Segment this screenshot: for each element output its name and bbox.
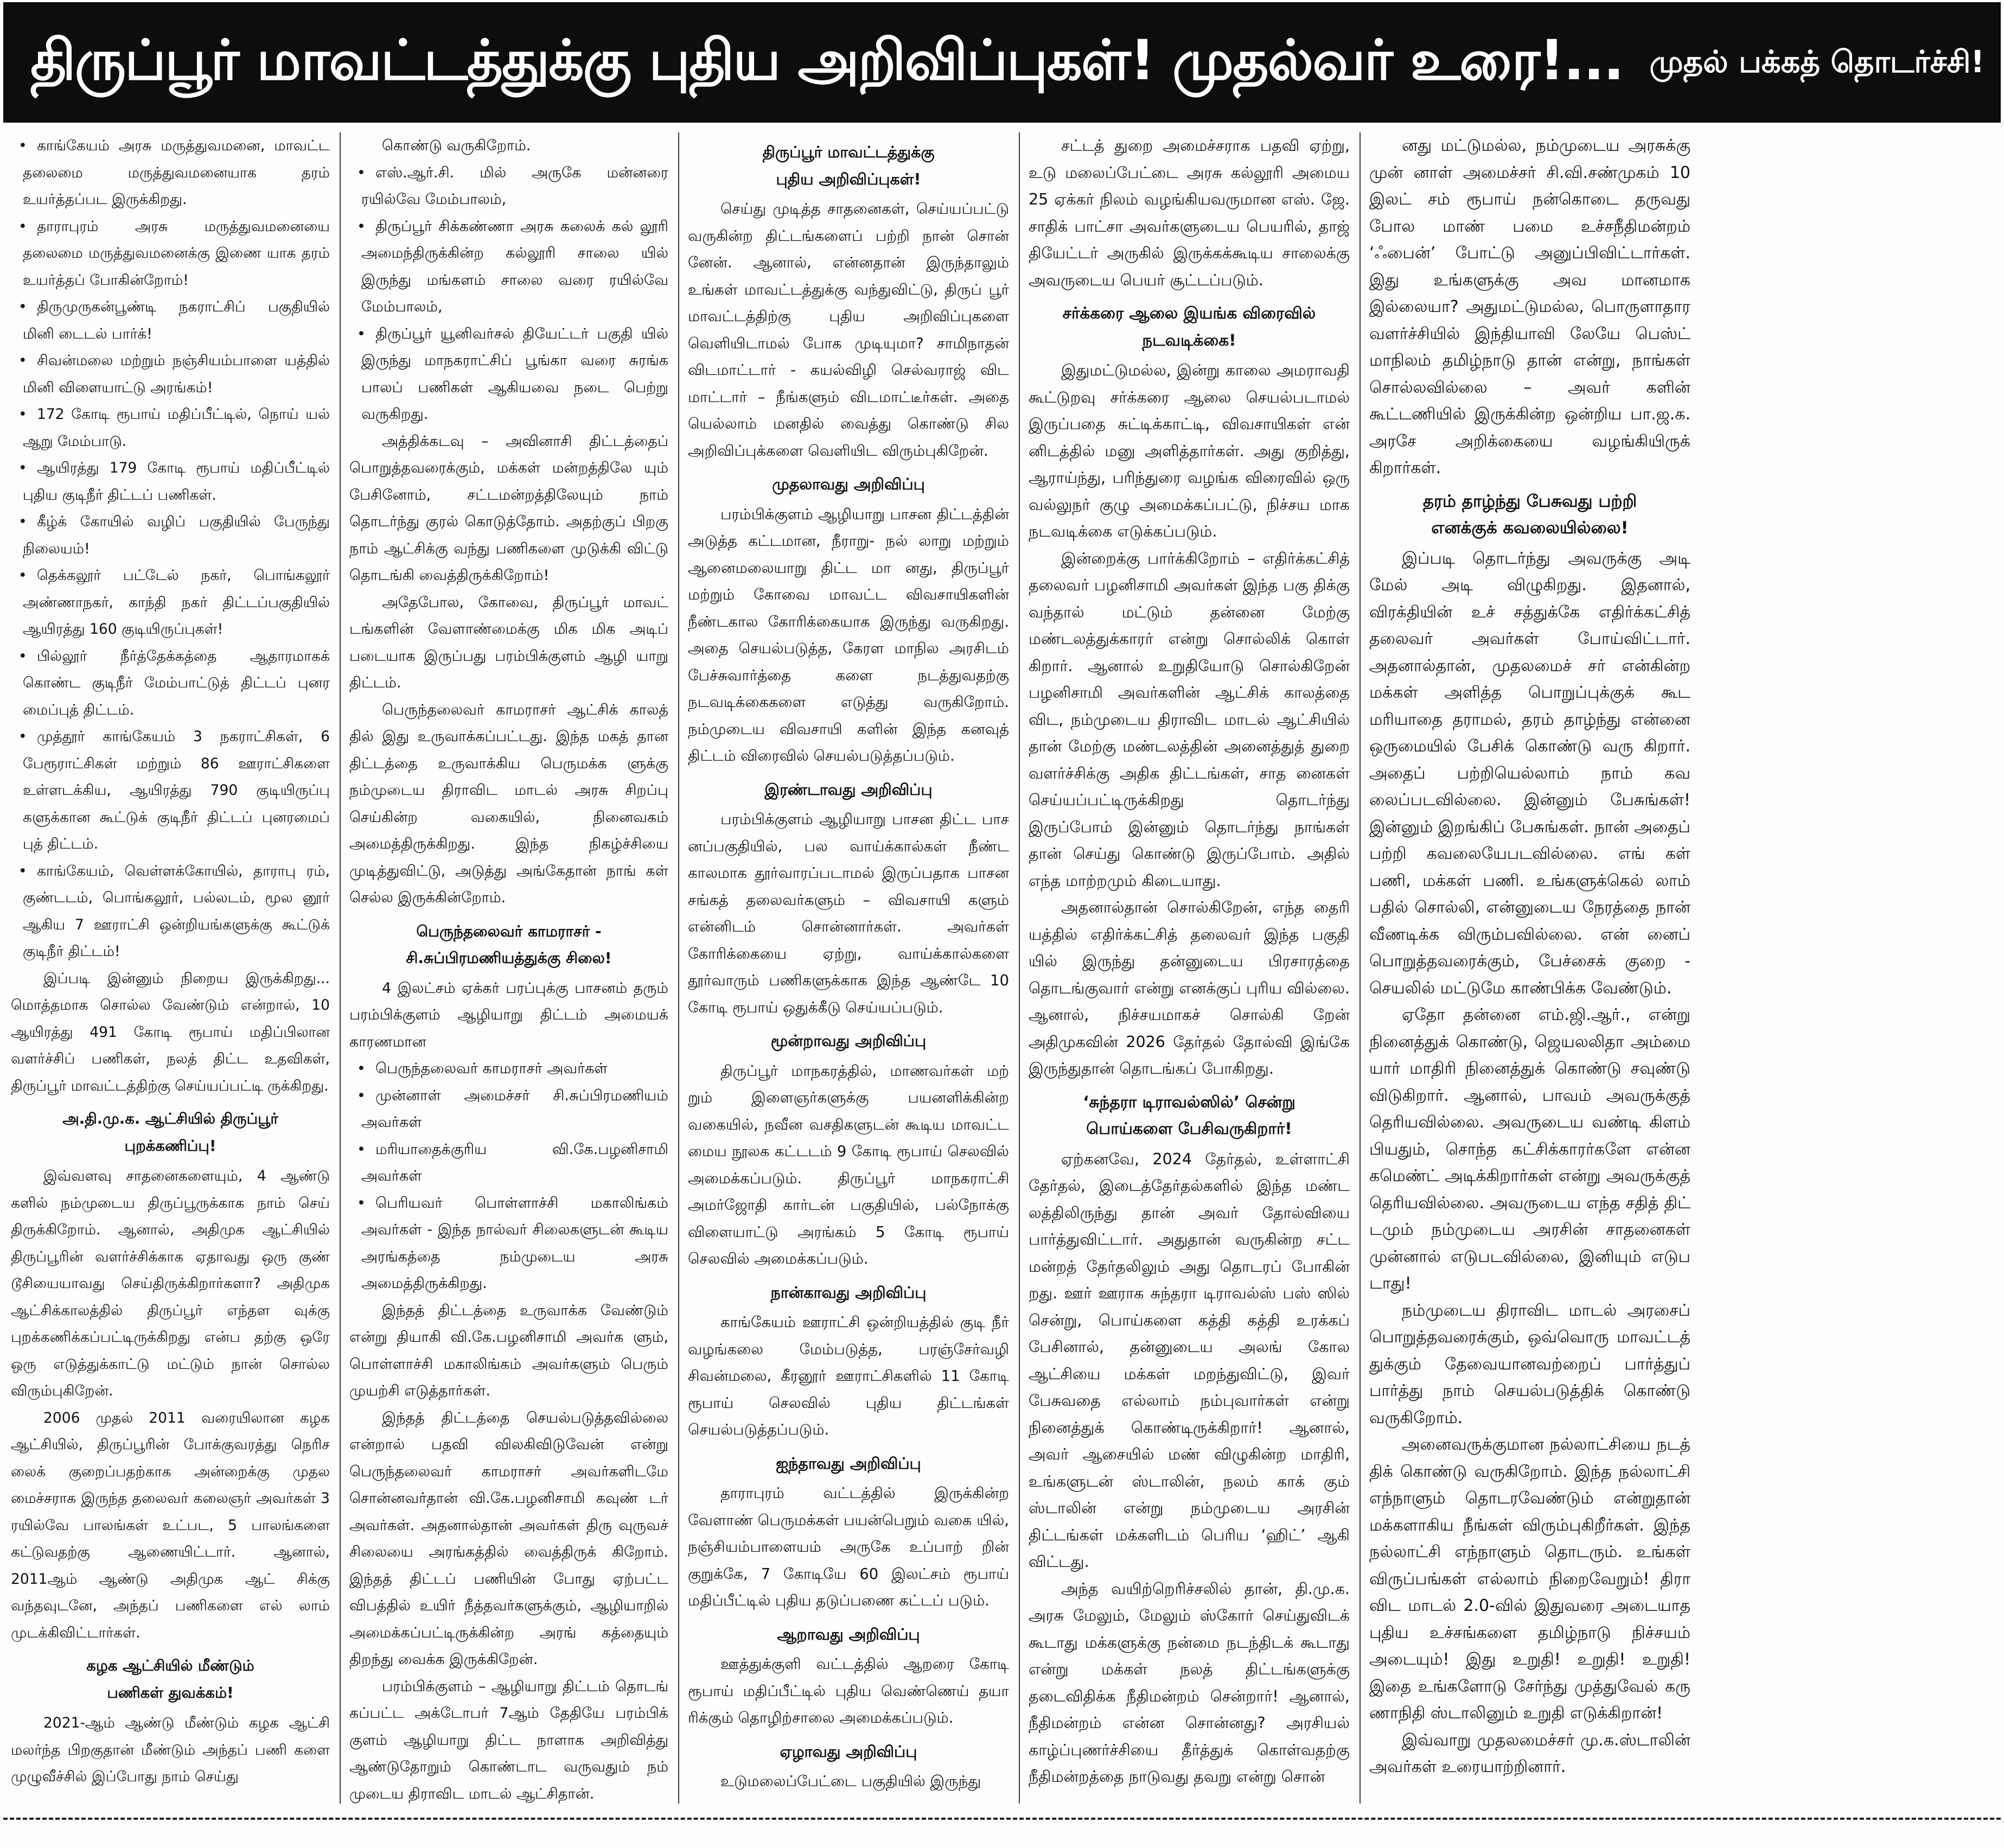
section-heading-line: ‘சுந்தரா டிராவல்ஸில்’ சென்று: [1083, 1092, 1295, 1111]
bullet-item: • கீழ்க் கோயில் வழிப் பகுதியில் பேருந்து நிலையம்!: [11, 508, 330, 562]
article-column-2: [349, 132, 668, 1814]
paragraph: இப்படி தொடர்ந்து அவருக்கு அடி மேல் அடி விழுகிறது. இதனால், விரக்தியின் உச் சத்துக்கே எதிர்க்கட்சித் தலைவர் அவர்கள் போய்விட்டார். அதனால்தான், முதலமைச் சர் என்கின்ற மக்கள் அளித்த பொறுப்புக்குக் கூட மரியாதை தராமல், தரம் தாழ்ந்து என்னை ஒருமையில் பேசிக் கொண்டு வரு கிறார். அதைப் பற்றியெல்லாம் நாம் கவ லைப்படவில்லை. இன்னும் பேசுங்கள்! இன்னும் இறங்கிப் பேசுங்கள். நான் அதைப் பற்றி கவலையேபடவில்லை. எங் கள் பணி, மக்கள் பணி. உங்களுக்கெல் லாம் பதில் சொல்லி, என்னுடைய நேரத்தை நான் வீணடிக்க விரும்பவில்லை. என் னைப் பொறுத்தவரைக்கும், பேச்சைக் குறை - செயலில் மட்டுமே காண்பிக்க வேண்டும்.: [1369, 549, 1690, 998]
paragraph: இப்படி இன்னும் நிறைய இருக்கிறது... மொத்தமாக சொல்ல வேண்டும் என்றால், 10 ஆயிரத்து 491 கோடி ரூபாய் மதிப்பிலான வளர்ச்சிப் பணிகள், நலத் திட்ட உதவிகள், திருப்பூர் மாவட்டத்திற்கு செய்யப்பட்டி ருக்கிறது.: [11, 970, 330, 1094]
bullet-item: • திருப்பூர் சிக்கண்ணா அரசு கலைக் கல் லூரி அமைந்திருக்கின்ற கல்லூரி சாலை யில் இருந்து மங்களம் சாலை வரை ரயில்வே மேம்பாலம்,: [349, 213, 668, 321]
column-divider: [340, 132, 341, 1804]
paragraph: காங்கேயம் ஊராட்சி ஒன்றியத்தில் குடி நீர் வழங்கலை மேம்படுத்த, பரஞ்சேர்வழி சிவன்மலை, கீரனூர் ஊராட்சிகளில் 11 கோடி ரூபாய் செலவில் புதிய திட்டங்கள் செயல்படுத்தப்படும்.: [688, 1314, 1009, 1438]
section-heading: [688, 1738, 1009, 1766]
section-heading: [11, 1653, 330, 1706]
paragraph: இவ்வாறு முதலமைச்சர் மு.க.ஸ்டாலின் அவர்கள் உரையாற்றினார்.: [1369, 1730, 1690, 1776]
column-divider: [1019, 132, 1020, 1804]
section-heading-line: பணிகள் துவக்கம்!: [107, 1684, 234, 1702]
paragraph: பரம்பிக்குளம் – ஆழியாறு திட்டம் தொடங் கப்பட்ட அக்டோபர் 7ஆம் தேதியே பரம்பிக் குளம் ஆழியாறு திட்ட நாளாக அறிவித்து ஆண்டுதோறும் கொண்டாட வருவதும் நம் முடைய திராவிட மாடல் ஆட்சிதான்.: [349, 1678, 668, 1802]
paragraph: ஏதோ தன்னை எம்.ஜி.ஆர்., என்று நினைத்துக் கொண்டு, ஜெயலலிதா அம்மை யார் மாதிரி நினைத்துக் கொண்டு சவுண்டு விடுகிறார். ஆனால், பாவம் அவருக்குத் தெரியவில்லை. அவருடைய வண்டி கிளம் பியதும், சொந்த கட்சிக்காரர்களே என்ன கமெண்ட் அடிக்கிறார்கள் என்று அவருக்குத் தெரியவில்லை. அவருடைய எந்த சதித் திட் டமும் நம்முடைய அரசின் சாதனைகள் முன்னால் எடுபடவில்லை, இனியும் எடுப டாது!: [1369, 1005, 1690, 1293]
bullet-item: • தெக்கலூர் பட்டேல் நகர், பொங்கலூர் அண்ணாநகர், காந்தி நகர் திட்டப்பகுதியில் ஆயிரத்து 160 குடியிருப்புகள்!: [11, 562, 330, 643]
section-heading-line: புறக்கணிப்பு!: [124, 1137, 216, 1155]
section-heading-line: கழக ஆட்சியில் மீண்டும்: [86, 1657, 254, 1674]
section-heading: [11, 1106, 330, 1159]
section-heading: [688, 471, 1009, 498]
bullet-item: • 172 கோடி ரூபாய் மதிப்பீட்டில், நொய் யல் ஆறு மேம்பாடு.: [11, 401, 330, 455]
bullet-item: • காங்கேயம் அரசு மருத்துவமனை, மாவட்ட தலைமை மருத்துவமனையாக தரம் உயர்த்தப்பட இருக்கிறது.: [11, 132, 330, 213]
paragraph: அதேபோல, கோவை, திருப்பூர் மாவட் டங்களின் வேளாண்மைக்கு மிக மிக அடிப் படையாக இருப்பது பரம்பிக்குளம் ஆழி யாறு திட்டம்.: [349, 594, 668, 691]
bullet-item: • பில்லூர் நீர்த்தேக்கத்தை ஆதாரமாகக் கொண்ட குடிநீர் மேம்பாட்டுத் திட்டப் புனர மைப்புத் திட்டம்.: [11, 643, 330, 724]
paragraph: அனைவருக்குமான நல்லாட்சியை நடத் திக் கொண்டு வருகிறோம். இந்த நல்லாட்சி எந்நாளும் தொடரவேண்டும் என்றுதான் மக்களாகிய நீங்கள் விரும்புகிறீர்கள். இந்த நல்லாட்சி எந்நாளும் தொடரும். உங்கள் விருப்பங்கள் எல்லாம் நிறைவேறும்! திரா விட மாடல் 2.0-வில் இதுவரை அடையாத புதிய உச்சங்களை தமிழ்நாடு நிச்சயம் அடையும்! இது உறுதி! உறுதி! உறுதி! இதை உங்களோடு சேர்ந்து முத்துவேல் கரு ணாநிதி ஸ்டாலினும் உறுதி எடுக்கிறான்!: [1369, 1435, 1690, 1723]
paragraph: அதனால்தான் சொல்கிறேன், எந்த தைரி யத்தில் எதிர்க்கட்சித் தலைவர் இந்த பகுதி யில் இருந்து தன்னுடைய பிரசாரத்தை தொடங்குவார் என்று எனக்குப் புரிய வில்லை. ஆனால், நிச்சயமாகச் சொல்கி றேன் அதிமுகவின் 2026 தேர்தல் தோல்வி இங்கே இருந்துதான் தொடங்கப் போகிறது.: [1029, 898, 1350, 1078]
section-heading-line: ஆறாவது அறிவிப்பு: [777, 1625, 920, 1643]
column-divider: [1360, 132, 1361, 1804]
section-heading: [1369, 488, 1690, 542]
paragraph: நம்முடைய திராவிட மாடல் அரசைப் பொறுத்தவரைக்கும், ஒவ்வொரு மாவட்டத் துக்கும் தேவையானவற்றைப் பார்த்துப் பார்த்து நாம் செயல்படுத்திக் கொண்டு வருகிறோம்.: [1369, 1301, 1690, 1428]
paragraph: 2021-ஆம் ஆண்டு மீண்டும் கழக ஆட்சி மலர்ந்த பிறகுதான் மீண்டும் அந்தப் பணி களை முழுவீச்சில் இப்போது நாம் செய்து: [11, 1715, 330, 1785]
bullet-item: • சிவன்மலை மற்றும் நஞ்சியம்பாளை யத்தில் மினி விளையாட்டு அரங்கம்!: [11, 347, 330, 401]
paragraph: தாராபுரம் வட்டத்தில் இருக்கின்ற வேளாண் பெருமக்கள் பயன்பெறும் வகை யில், நஞ்சியம்பாளையம் அருகே உப்பாற் றின் குறுக்கே, 7 கோடியே 60 இலட்சம் ரூபாய் மதிப்பீட்டில் புதிய தடுப்பணை கட்டப் படும்.: [688, 1484, 1009, 1609]
paragraph: இந்தத் திட்டத்தை செயல்படுத்தவில்லை என்றால் பதவி விலகிவிடுவேன் என்று பெருந்தலைவர் காமராசர் அவர்களிடமே சொன்னவர்தான் வி.கே.பழனிசாமி கவுண் டர் அவர்கள். அதனால்தான் அவர்கள் திரு வுருவச் சிலையை அரங்கத்தில் வைத்திருக் கிறோம். இந்தத் திட்டப் பணியின் போது ஏற்பட்ட விபத்தில் உயிர் நீத்தவர்களுக்கும், ஆழியாறில் அமைக்கப்பட்டிருக்கின்ற அரங் கத்தையும் திறந்து வைக்க இருக்கிறேன்.: [349, 1409, 668, 1668]
paragraph: பெருந்தலைவர் காமராசர் ஆட்சிக் காலத் தில் இது உருவாக்கப்பட்டது. இந்த மகத் தான திட்டத்தை உருவாக்கிய பெருமக்க ளுக்கு நம்முடைய திராவிட மாடல் அரசு சிறப்பு செய்கின்ற வகையில், நினைவகம் அமைத்திருக்கிறது. இந்த நிகழ்ச்சியை முடித்துவிட்டு, அடுத்து அங்கேதான் நாங் கள் செல்ல இருக்கின்றோம்.: [349, 701, 668, 906]
paragraph: செய்து முடித்த சாதனைகள், செய்யப்பட்டு வருகின்ற திட்டங்களைப் பற்றி நான் சொன் னேன். ஆனால், என்னதான் இருந்தாலும் உங்கள் மாவட்டத்துக்கு வந்துவிட்டு, திருப் பூர் மாவட்டத்திற்கு புதிய அறிவிப்புகளை வெளியிடாமல் போக முடியுமா? சாமிநாதன் விடமாட்டார் - கயல்விழி செல்வராஜ் விட மாட்டார் – நீங்களும் விடமாட்டீர்கள். அதை யெல்லாம் மனதில் வைத்து கொண்டு சில அறிவிப்புக்களை வெளியிட விரும்புகிறேன்.: [688, 200, 1009, 460]
article-column-4: [1029, 132, 1350, 1814]
paragraph: இவ்வளவு சாதனைகளையும், 4 ஆண்டு களில் நம்முடைய திருப்பூருக்காக நாம் செய் திருக்கிறோம். ஆனால், அதிமுக ஆட்சியில் திருப்பூரின் வளர்ச்சிக்காக ஏதாவது ஒரு குண் டூசியையாவது செய்திருக்கிறார்களா? அதிமுக ஆட்சிக்காலத்தில் திருப்பூர் எந்தள வுக்கு புறக்கணிக்கப்பட்டிருக்கிறது என்ப தற்கு ஒரே ஒரு எடுத்துக்காட்டு மட்டும் நான் சொல்ல விரும்புகிறேன்.: [11, 1168, 330, 1399]
article-column-3: [688, 132, 1009, 1814]
section-heading: [1029, 300, 1350, 354]
paragraph: ஊத்துக்குளி வட்டத்தில் ஆறரை கோடி ரூபாய் மதிப்பீட்டில் புதிய வெண்ணெய் தயா ரிக்கும் தொழிற்சாலை அமைக்கப்படும்.: [688, 1655, 1009, 1726]
section-heading: [1029, 1089, 1350, 1143]
section-heading-line: அ.தி.மு.க. ஆட்சியில் திருப்பூர்: [62, 1110, 278, 1127]
bullet-item: • பெருந்தலைவர் காமராசர் அவர்கள்: [349, 1055, 668, 1082]
paragraph: உடுமலைப்பேட்டை பகுதியில் இருந்து: [720, 1773, 981, 1790]
paragraph: பரம்பிக்குளம் ஆழியாறு பாசன திட்ட பாச னப்பகுதியில், பல வாய்க்கால்கள் நீண்ட காலமாக தூர்வாரப்படாமல் இருப்பதாக பாசன சங்கத் தலைவர்களும் – விவசாயி களும் என்னிடம் சொன்னார்கள். அவர்கள் கோரிக்கையை ஏற்று, வாய்க்கால்களை தூர்வாரும் பணிகளுக்காக இந்த ஆண்டே 10 கோடி ரூபாய் ஒதுக்கீடு செய்யப்படும்.: [688, 811, 1009, 1016]
bullet-item: • திருமுருகன்பூண்டி நகராட்சிப் பகுதியில் மினி டைடல் பார்க்!: [11, 294, 330, 347]
section-heading: [688, 1450, 1009, 1477]
bullet-item: • முத்தூர் காங்கேயம் 3 நகராட்சிகள், 6 பேரூராட்சிகள் மற்றும் 86 ஊராட்சிகளை உள்ளடக்கிய, ஆயிரத்து 790 குடியிருப்பு களுக்கான கூட்டுக் குடிநீர் திட்டப் புனரமைப் புத் திட்டம்.: [11, 723, 330, 858]
section-heading-line: நடவடிக்கை!: [1142, 330, 1236, 349]
section-heading-line: சர்க்கரை ஆலை இயங்க விரைவில்: [1062, 304, 1316, 322]
section-heading-line: மூன்றாவது அறிவிப்பு: [770, 1032, 927, 1050]
section-heading: [688, 1621, 1009, 1648]
continuation-label: முதல் பக்கத் தொடர்ச்சி!: [1649, 44, 1984, 80]
bullet-item: • ஆயிரத்து 179 கோடி ரூபாய் மதிப்பீட்டில் புதிய குடிநீர் திட்டப் பணிகள்.: [11, 455, 330, 508]
section-heading: [688, 1279, 1009, 1307]
bullet-item: • முன்னாள் அமைச்சர் சி.சுப்பிரமணியம் அவர்கள்: [349, 1082, 668, 1136]
section-heading-line: பொய்களை பேசிவருகிறார்!: [1086, 1119, 1292, 1138]
headline-banner: [3, 2, 2001, 123]
bottom-dashed-rule: [3, 1818, 2001, 1820]
paragraph: அந்த வயிற்றெரிச்சலில் தான், தி.மு.க. அரசு மேலும், மேலும் ஸ்கோர் செய்துவிடக் கூடாது மக்களுக்கு நன்மை நடந்திடக் கூடாது என்று மக்கள் நலத் திட்டங்களுக்கு தடைவிதிக்க நீதிமன்றம் சென்றார்! ஆனால், நீதிமன்றம் என்ன சொன்னது? அரசியல் காழ்ப்புணர்ச்சியை தீர்த்துக் கொள்வதற்கு நீதிமன்றத்தை நாடுவது தவறு என்று சொன்: [1029, 1579, 1350, 1786]
article-column-5: [1369, 132, 1690, 1814]
bullet-item: • காங்கேயம், வெள்ளக்கோயில், தாராபு ரம், குண்டடம், பொங்கலூர், பல்லடம், மூல னூர் ஆகிய 7 ஊராட்சி ஒன்றியங்களுக்கு கூட்டுக் குடிநீர் திட்டம்!: [11, 858, 330, 965]
bullet-item: • எஸ்.ஆர்.சி. மில் அருகே மன்னரை ரயில்வே மேம்பாலம்,: [349, 160, 668, 213]
bullet-item: • தாராபுரம் அரசு மருத்துவமனையை தலைமை மருத்துவமனைக்கு இணை யாக தரம் உயர்த்தப் போகின்றோம்!: [11, 213, 330, 294]
paragraph: னது மட்டுமல்ல, நம்முடைய அரசுக்கு முன் னாள் அமைச்சர் சி.வி.சண்முகம் 10 இலட் சம் ரூபாய் நன்கொடை தருவது போல மாண் பமை உச்சநீதிமன்றம் ‘ஃபைன்’ போட்டு அனுப்பிவிட்டார்கள். இது உங்களுக்கு அவ மானமாக இல்லையா? அதுமட்டுமல்ல, பொருளாதார வளர்ச்சியில் இந்தியாவி லேயே பெஸ்ட் மாநிலம் தமிழ்நாடு தான் என்று, நாங்கள் சொல்லவில்லை – அவர் களின் கூட்டணியில் இருக்கின்ற ஒன்றிய பா.ஜ.க. அரசே அறிக்கையை வழங்கியிருக் கிறார்கள்.: [1369, 136, 1690, 477]
paragraph: இதுமட்டுமல்ல, இன்று காலை அமராவதி கூட்டுறவு சர்க்கரை ஆலை செயல்படாமல் இருப்பதை சுட்டிக்காட்டி, விவசாயிகள் என் னிடத்தில் மனு அளித்தார்கள். அது குறித்து, ஆராய்ந்து, பரிந்துரை வழங்க விரைவில் ஒரு வல்லுநர் குழு அமைக்கப்பட்டு, நிச்சய மாக நடவடிக்கை எடுக்கப்படும்.: [1029, 361, 1350, 540]
paragraph: 2006 முதல் 2011 வரையிலான கழக ஆட்சியில், திருப்பூரின் போக்குவரத்து நெரிச லைக் குறைப்பதற்காக அன்றைக்கு முதல மைச்சராக இருந்த தலைவர் கலைஞர் அவர்கள் 3 ரயில்வே பாலங்கள் உட்பட, 5 பாலங்களை கட்டுவதற்கு ஆணையிட்டார். ஆனால், 2011ஆம் ஆண்டு அதிமுக ஆட் சிக்கு வந்தவுடனே, அந்தப் பணிகளை எல் லாம் முடக்கிவிட்டார்கள்.: [11, 1409, 330, 1641]
section-heading-line: ஏழாவது அறிவிப்பு: [780, 1742, 917, 1761]
bullet-item: • திருப்பூர் யூனிவர்சல் தியேட்டர் பகுதி யில் இருந்து மாநகராட்சிப் பூங்கா வரை சுரங்க பாலப் பணிகள் ஆகியவை நடை பெற்று வருகிறது.: [349, 321, 668, 428]
section-heading-line: சி.சுப்பிரமணியத்துக்கு சிலை!: [406, 949, 612, 967]
paragraph: சட்டத் துறை அமைச்சராக பதவி ஏற்று, உடு மலைப்பேட்டை அரசு கல்லூரி அமைய 25 ஏக்கர் நிலம் வழங்கியவருமான எஸ். ஜே. சாதிக் பாட்சா அவர்களுடைய பெயரில், தாஜ் தியேட்டர் அருகில் இருக்கக்கூடிய சாலைக்கு அவருடைய பெயர் சூட்டப்படும்.: [1029, 137, 1350, 289]
section-heading: [688, 139, 1009, 193]
paragraph: பரம்பிக்குளம் ஆழியாறு பாசன திட்டத்தின் அடுத்த கட்டமான, நீராறு- நல் லாறு மற்றும் ஆனைமலையாறு திட்ட மா னது, திருப்பூர் மற்றும் கோவை மாவட்ட விவசாயிகளின் நீண்டகால கோரிக்கையாக இருந்து வருகிறது. அதை செயல்படுத்த, கேரள மாநில அரசிடம் பேச்சுவார்த்தை களை நடத்துவதற்கு நடவடிக்கைகளை எடுத்து வருகிறோம். நம்முடைய விவசாயி களின் இந்த கனவுத் திட்டம் விரைவில் செயல்படுத்தப்படும்.: [688, 505, 1009, 764]
paragraph: திருப்பூர் மாநகரத்தில், மாணவர்கள் மற் றும் இளைஞர்களுக்கு பயனளிக்கின்ற வகையில், நவீன வசதிகளுடன் கூடிய மாவட்ட மைய நூலக கட்டடம் 9 கோடி ரூபாய் செலவில் அமைக்கப்படும். திருப்பூர் மாநகராட்சி அமர்ஜோதி கார்டன் பகுதியில், பல்நோக்கு விளையாட்டு அரங்கம் 5 கோடி ரூபாய் செலவில் அமைக்கப்படும்.: [688, 1062, 1009, 1267]
section-heading: [688, 776, 1009, 804]
section-heading-line: இரண்டாவது அறிவிப்பு: [764, 780, 933, 799]
paragraph: ஏற்கனவே, 2024 தேர்தல், உள்ளாட்சி தேர்தல், இடைத்தேர்தல்களில் இந்த மண்ட லத்திலிருந்து தான் அவர் தோல்வியை பார்த்துவிட்டார். அதுதான் வருகின்ற சட்ட மன்றத் தேர்தலிலும் அது தொடரப் போகின் றது. ஊர் ஊராக சுந்தரா டிராவல்ஸ் பஸ் ஸில் சென்று, பொய்களை கத்தி கத்தி உரக்கப் பேசினால், தன்னுடைய அலங் கோல ஆட்சியை மக்கள் மறந்துவிட்டு, இவர் பேசுவதை எல்லாம் நம்புவார்கள் என்று நினைத்துக் கொண்டிருக்கிறார்! ஆனால், அவர் ஆசையில் மண் விழுகின்ற மாதிரி, உங்களுடன் ஸ்டாலின், நலம் காக் கும் ஸ்டாலின் என்று நம்முடைய அரசின் திட்டங்கள் மக்களிடம் பெரிய ‘ஹிட்’ ஆகி விட்டது.: [1029, 1150, 1350, 1571]
paragraph: இன்றைக்கு பார்க்கிறோம் – எதிர்க்கட்சித் தலைவர் பழனிசாமி அவர்கள் இந்த பகு திக்கு வந்தால் மட்டும் தன்னை மேற்கு மண்டலத்துக்காரர் என்று சொல்லிக் கொள் கிறார். ஆனால் உறுதியோடு சொல்கிறேன் பழனிசாமி அவர்களின் ஆட்சிக் காலத்தை விட, நம்முடைய திராவிட மாடல் ஆட்சியில் தான் மேற்கு மண்டலத்தின் அனைத்துத் துறை வளர்ச்சிக்கு அதிக திட்டங்கள், சாத னைகள் செய்யப்பட்டிருக்கிறது தொடர்ந்து இருப்போம் இன்னும் தொடர்ந்து நாங்கள் தான் செய்து கொண்டு இருப்போம். அதில் எந்த மாற்றமும் கிடையாது.: [1029, 549, 1350, 890]
article-column-1: [11, 132, 330, 1814]
section-heading-line: திருப்பூர் மாவட்டத்துக்கு: [762, 143, 935, 161]
bullet-item: • பெரியவர் பொள்ளாச்சி மகாலிங்கம் அவர்கள் - இந்த நால்வர் சிலைகளுடன் கூடிய அரங்கத்தை நம்முடைய அரசு அமைத்திருக்கிறது.: [349, 1190, 668, 1297]
section-heading-line: முதலாவது அறிவிப்பு: [772, 475, 925, 493]
headline-title: திருப்பூர் மாவட்டத்துக்கு புதிய அறிவிப்புகள்! முதல்வர் உரை!...: [30, 28, 1624, 93]
section-heading-line: புதிய அறிவிப்புகள்!: [776, 170, 921, 188]
paragraph: 4 இலட்சம் ஏக்கர் பரப்புக்கு பாசனம் தரும் பரம்பிக்குளம் ஆழியாறு திட்டம் அமையக் காரணமான: [349, 979, 668, 1050]
section-heading: [349, 918, 668, 972]
section-heading-line: நான்காவது அறிவிப்பு: [770, 1283, 927, 1302]
section-heading-line: ஐந்தாவது அறிவிப்பு: [776, 1454, 921, 1473]
bullet-item: • மரியாதைக்குரிய வி.கே.பழனிசாமி அவர்கள்: [349, 1136, 668, 1190]
section-heading: [688, 1028, 1009, 1055]
paragraph: கொண்டு வருகிறோம்.: [382, 137, 531, 154]
section-heading-line: எனக்குக் கவலையில்லை!: [1431, 518, 1629, 538]
paragraph: அத்திக்கடவு – அவினாசி திட்டத்தைப் பொறுத்தவரைக்கும், மக்கள் மன்றத்திலே யும் பேசினோம், சட்டமன்றத்திலேயும் நாம் தொடர்ந்து குரல் கொடுத்தோம். அதற்குப் பிறகு நாம் ஆட்சிக்கு வந்து பணிகளை முடுக்கி விட்டு தொடங்கி வைத்திருக்கிறோம்!: [349, 432, 668, 584]
column-divider: [678, 132, 679, 1804]
section-heading-line: பெருந்தலைவர் காமராசர் -: [416, 922, 602, 940]
paragraph: இந்தத் திட்டத்தை உருவாக்க வேண்டும் என்று தியாகி வி.கே.பழனிசாமி அவர்க ளும், பொள்ளாச்சி மகாலிங்கம் அவர்களும் பெரும் முயற்சி எடுத்தார்கள்.: [349, 1302, 668, 1399]
section-heading-line: தரம் தாழ்ந்து பேசுவது பற்றி: [1422, 491, 1637, 511]
